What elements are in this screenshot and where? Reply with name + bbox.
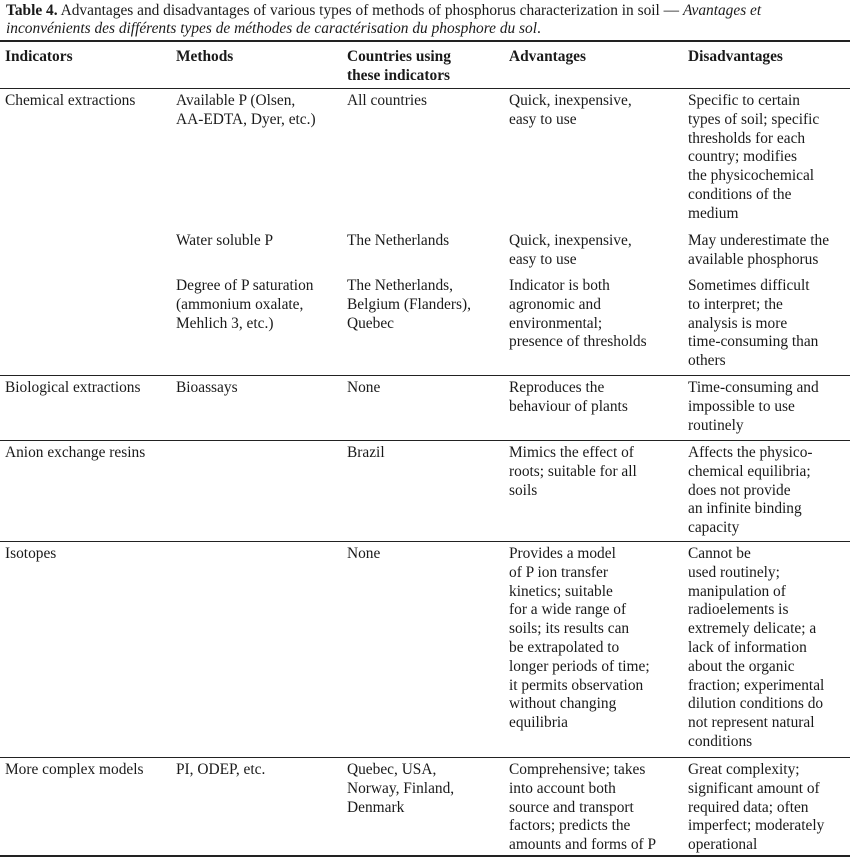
cell-method: Water soluble P bbox=[176, 232, 274, 249]
cell-countries: The Netherlands, Belgium (Flanders), Quebec bbox=[347, 277, 471, 332]
cell-countries: None bbox=[347, 545, 381, 562]
table-row bbox=[0, 542, 850, 758]
cell-disadvantages: Affects the physico- chemical equilibria; does not provide an infinite binding capacity bbox=[688, 444, 813, 537]
table-caption bbox=[6, 2, 846, 38]
header-countries: Countries using these indicators bbox=[347, 48, 451, 84]
cell-method: Degree of P saturation (ammonium oxalate, Mehlich 3, etc.) bbox=[176, 277, 314, 332]
header-methods: Methods bbox=[176, 48, 234, 65]
cell-method: PI, ODEP, etc. bbox=[176, 761, 266, 778]
cell-indicator: Chemical extractions bbox=[5, 92, 136, 109]
cell-advantages: Indicator is both agronomic and environmental; presence of thresholds bbox=[509, 277, 647, 351]
cell-countries: All countries bbox=[347, 92, 427, 109]
cell-disadvantages: Great complexity; significant amount of required data; often imperfect; moderately operational bbox=[688, 761, 825, 854]
table-row bbox=[0, 229, 850, 274]
cell-method: Bioassays bbox=[176, 379, 238, 396]
phosphorus-methods-table bbox=[0, 40, 850, 857]
header-advantages: Advantages bbox=[509, 48, 586, 65]
caption-label: Table 4. bbox=[6, 2, 58, 19]
table-row bbox=[0, 376, 850, 441]
cell-disadvantages: Specific to certain types of soil; specific thresholds for each country; modifies the physicochemical conditions of the medium bbox=[688, 92, 820, 222]
caption-period: . bbox=[537, 20, 541, 37]
cell-advantages: Quick, inexpensive, easy to use bbox=[509, 92, 632, 128]
cell-method bbox=[171, 542, 342, 758]
cell-indicator: Isotopes bbox=[5, 545, 57, 562]
cell-advantages: Reproduces the behaviour of plants bbox=[509, 379, 628, 415]
cell-countries: The Netherlands bbox=[347, 232, 450, 249]
cell-indicator bbox=[0, 229, 171, 274]
header-row bbox=[0, 41, 850, 89]
cell-indicator: Biological extractions bbox=[5, 379, 141, 396]
header-indicators: Indicators bbox=[5, 48, 73, 65]
cell-indicator bbox=[0, 274, 171, 376]
table-row bbox=[0, 89, 850, 230]
cell-advantages: Comprehensive; takes into account both source and transport factors; predicts the amounts and forms of P bbox=[509, 761, 657, 854]
cell-countries: Brazil bbox=[347, 444, 385, 461]
table-row bbox=[0, 758, 850, 856]
table-row bbox=[0, 274, 850, 376]
cell-disadvantages: Cannot be used routinely; manipulation of radioelements is extremely delicate; a lack of information about the organic fraction; experimental dilution conditions do not represent natural conditions bbox=[688, 545, 825, 750]
cell-method: Available P (Olsen, AA-EDTA, Dyer, etc.) bbox=[176, 92, 316, 128]
cell-disadvantages: Sometimes difficult to interpret; the analysis is more time-consuming than others bbox=[688, 277, 819, 370]
cell-advantages: Quick, inexpensive, easy to use bbox=[509, 232, 632, 268]
caption-french: Avantages et inconvénients des différents types de méthodes de caractérisation du phosphore du sol bbox=[6, 2, 762, 37]
cell-indicator: More complex models bbox=[5, 761, 144, 778]
table-row bbox=[0, 441, 850, 542]
caption-english: Advantages and disadvantages of various types of methods of phosphorus characterization in soil — bbox=[60, 2, 680, 19]
header-disadvantages: Disadvantages bbox=[688, 48, 783, 65]
cell-countries: Quebec, USA, Norway, Finland, Denmark bbox=[347, 761, 455, 816]
cell-indicator: Anion exchange resins bbox=[5, 444, 146, 461]
cell-disadvantages: Time-consuming and impossible to use routinely bbox=[688, 379, 819, 434]
cell-method bbox=[171, 441, 342, 542]
cell-advantages: Mimics the effect of roots; suitable for all soils bbox=[509, 444, 637, 499]
cell-advantages: Provides a model of P ion transfer kinetics; suitable for a wide range of soils; its results can be extrapolated to longer periods of time; it permits observation without changing equilibria bbox=[509, 545, 650, 732]
cell-disadvantages: May underestimate the available phosphorus bbox=[688, 232, 830, 268]
cell-countries: None bbox=[347, 379, 381, 396]
